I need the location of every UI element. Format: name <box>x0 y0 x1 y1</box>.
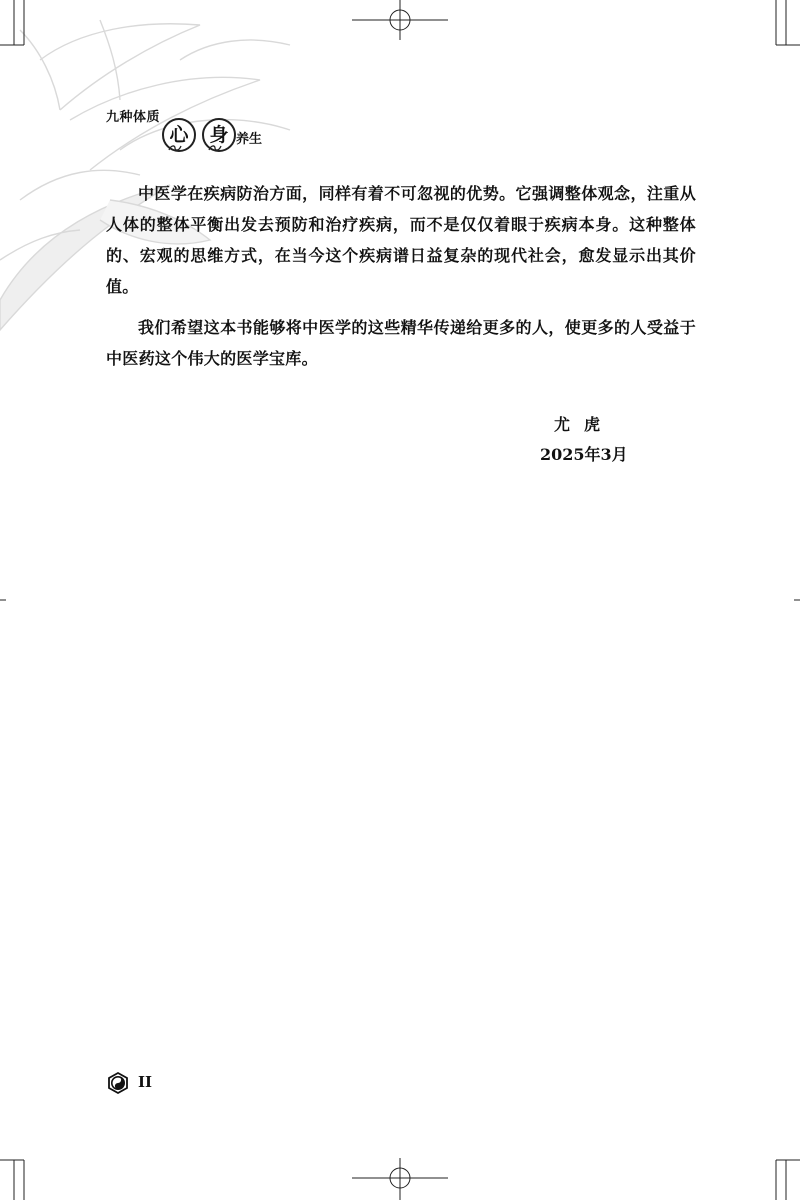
paragraph: 中医学在疾病防治方面，同样有着不可忽视的优势。它强调整体观念，注重从人体的整体平衡出发去预防和治疗疾病，而不是仅仅着眼于疾病本身。这种整体的、宏观的思维方式，在当今这个疾病谱日益复杂的现代社会，愈发显示出其价值。 <box>106 184 696 296</box>
author-name: 尤虎 <box>554 415 615 434</box>
signature-date: 2025年3月 <box>540 445 628 464</box>
preface-body <box>106 178 696 384</box>
cloud-ornament-icon <box>208 144 222 152</box>
running-header-subtitle: 养生 <box>236 132 263 147</box>
paragraph: 我们希望这本书能够将中医学的这些精华传递给更多的人，使更多的人受益于中医药这个伟大的医学宝库。 <box>106 318 696 368</box>
running-header-title: 九种体质 <box>106 110 161 125</box>
seal-body: 身 <box>202 118 236 152</box>
running-header <box>106 104 306 154</box>
signature-block <box>540 410 660 470</box>
seal-heart: 心 <box>162 118 196 152</box>
cloud-ornament-icon <box>168 144 182 152</box>
page-number: II <box>138 1073 153 1091</box>
yin-yang-icon <box>106 1071 130 1095</box>
